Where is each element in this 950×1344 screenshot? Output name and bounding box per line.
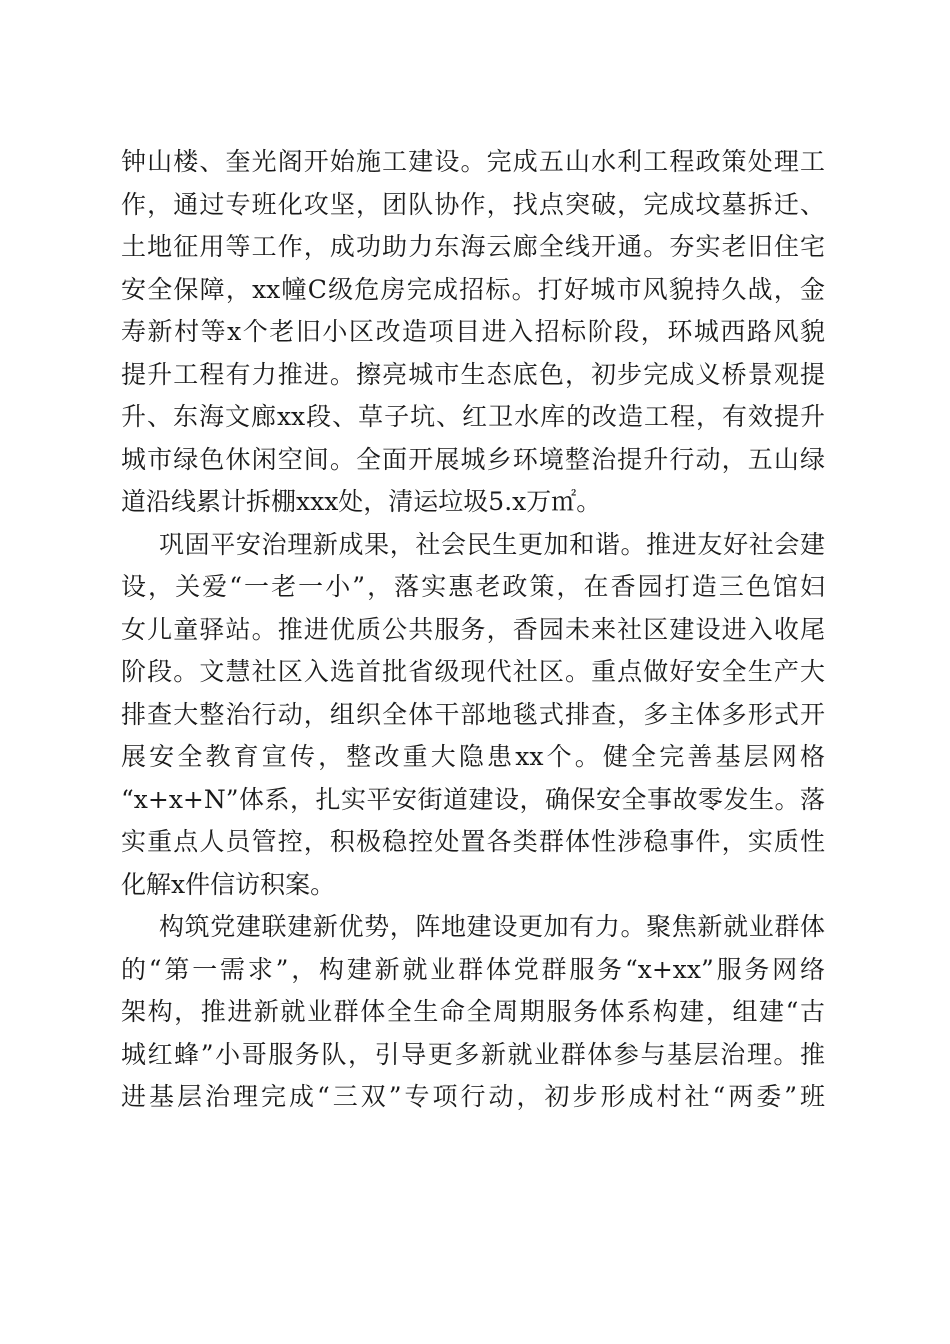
text-line: 巩固平安治理新成果，社会民生更加和谐。推进友好社会建 (159, 529, 825, 559)
text-line: 提升工程有力推进。擦亮城市生态底色，初步完成义桥景观提 (121, 359, 825, 389)
text-line: 升、东海文廊xx段、草子坑、红卫水库的改造工程，有效提升 (121, 402, 825, 431)
text-line: 寿新村等x个老旧小区改造项目进入招标阶段，环城西路风貌 (121, 317, 825, 346)
body-text (121, 141, 825, 1119)
text-line: 展安全教育宣传，整改重大隐患xx个。健全完善基层网格 (121, 742, 825, 771)
text-line: 女儿童驿站。推进优质公共服务，香园未来社区建设进入收尾 (121, 614, 825, 644)
paragraph-urban-construction (121, 141, 825, 524)
text-line: 进基层治理完成“三双”专项行动，初步形成村社“两委”班 (121, 1082, 825, 1111)
text-line: 阶段。文慧社区入选首批省级现代社区。重点做好安全生产大 (121, 657, 825, 686)
text-line: 道沿线累计拆棚xxx处，清运垃圾5.x万㎡。 (121, 487, 602, 516)
text-line: 钟山楼、奎光阁开始施工建设。完成五山水利工程政策处理工 (121, 147, 825, 176)
text-line: 设，关爱“一老一小”，落实惠老政策，在香园打造三色馆妇 (121, 572, 825, 601)
text-line: 土地征用等工作，成功助力东海云廊全线开通。夯实老旧住宅 (121, 232, 825, 261)
text-line: 架构，推进新就业群体全生命全周期服务体系构建，组建“古 (121, 997, 825, 1026)
text-line: 构筑党建联建新优势，阵地建设更加有力。聚焦新就业群体 (159, 912, 825, 941)
paragraph-safety-governance (121, 524, 825, 907)
text-line: 安全保障，xx幢C级危房完成招标。打好城市风貌持久战，金 (121, 274, 825, 304)
text-line: 作，通过专班化攻坚，团队协作，找点突破，完成坟墓拆迁、 (121, 189, 825, 219)
paragraph-party-building (121, 906, 825, 1119)
text-line: 城红蜂”小哥服务队，引导更多新就业群体参与基层治理。推 (121, 1039, 825, 1069)
text-line: 化解x件信访积案。 (121, 869, 336, 899)
text-line: 的“第一需求”，构建新就业群体党群服务“x+xx”服务网络 (121, 954, 825, 984)
text-line: 实重点人员管控，积极稳控处置各类群体性涉稳事件，实质性 (121, 827, 825, 856)
text-line: 城市绿色休闲空间。全面开展城乡环境整治提升行动，五山绿 (121, 444, 825, 474)
text-line: “x+x+N”体系，扎实平安街道建设，确保安全事故零发生。落 (121, 784, 825, 814)
text-line: 排查大整治行动，组织全体干部地毯式排查，多主体多形式开 (121, 699, 825, 729)
